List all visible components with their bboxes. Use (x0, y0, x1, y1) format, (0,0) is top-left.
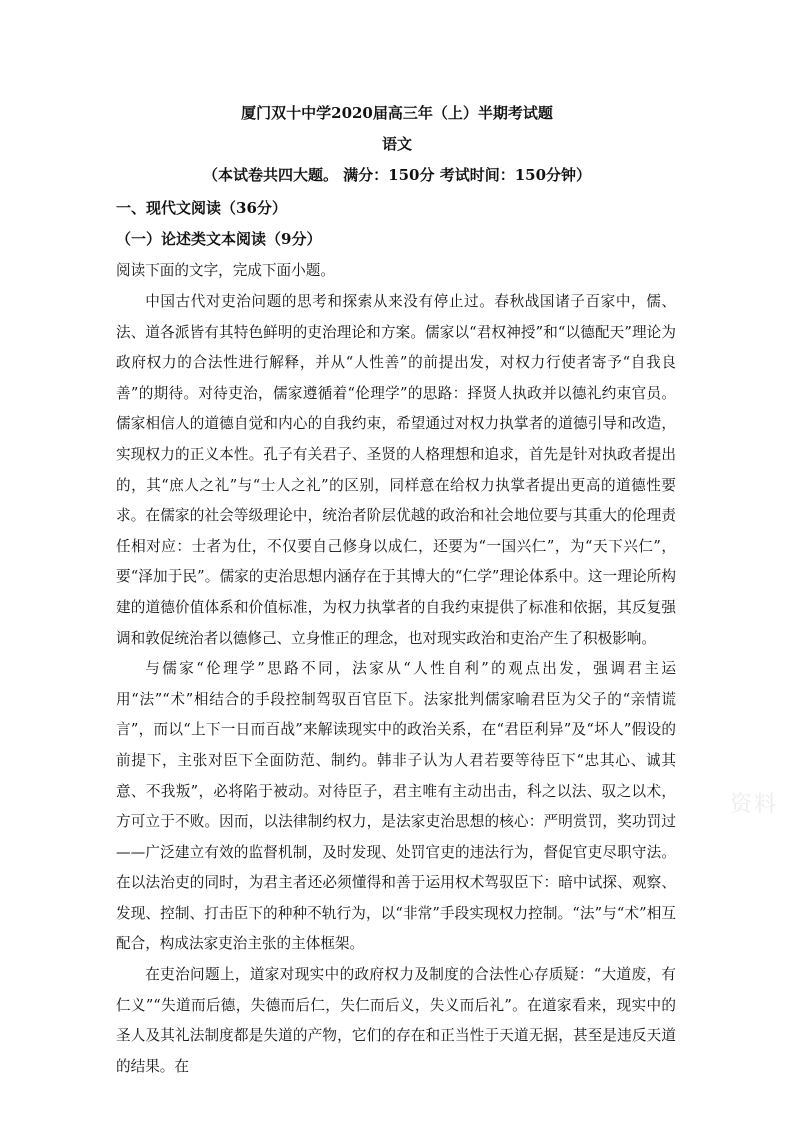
section-heading: 一、现代文阅读（36分） (116, 199, 287, 217)
passage-paragraph-1: 中国古代对吏治问题的思考和探索从来没有停止过。春秋战国诸子百家中，儒、法、道各派皆有其特色鲜明的吏治理论和方案。儒家以“君权神授”和“以德配天”理论为政府权力的合法性进行解释，并从“人性善”的前提出发，对权力行使者寄予“自我良善”的期待。对待吏治，儒家遵循着“伦理学”的思路：择贤人执政并以德礼约束官员。儒家相信人的道德自觉和内心的自我约束，希望通过对权力执掌者的道德引导和改造，实现权力的正义本性。孔子有关君子、圣贤的人格理想和追求，首先是针对执政者提出的，其“庶人之礼”与“士人之礼”的区别，同样意在给权力执掌者提出更高的道德性要求。在儒家的社会等级理论中，统治者阶层优越的政治和社会地位要与其重大的伦理责任相对应：士者为仕，不仅要自己修身以成仁，还要为“一国兴仁”，为“天下兴仁”，要“泽加于民”。儒家的吏治思想内涵存在于其博大的“仁学”理论体系中。这一理论所构建的道德价值体系和价值标准，为权力执掌者的自我约束提供了标准和依据，其反复强调和敦促统治者以德修己、立身惟正的理念，也对现实政治和吏治产生了积极影响。 (116, 293, 676, 647)
reading-passage (116, 287, 676, 1082)
watermark: 资料 (730, 792, 779, 817)
reading-instruction: 阅读下面的文字，完成下面小题。 (116, 262, 335, 279)
subsection-heading: （一）论述类文本阅读（9分） (116, 230, 322, 248)
subject-title: 语文 (381, 135, 412, 153)
exam-info: （本试卷共四大题。 满分：150分 考试时间：150分钟） (202, 166, 592, 184)
exam-title: 厦门双十中学2020届高三年（上）半期考试题 (241, 104, 553, 122)
passage-paragraph-2: 与儒家“伦理学”思路不同，法家从“人性自利”的观点出发，强调君主运用“法”“术”相结合的手段控制驾驭百官臣下。法家批判儒家喻君臣为父子的“亲情谎言”，而以“上下一日而百战”来解读现实中的政治关系，在“君臣利异”及“坏人”假设的前提下，主张对臣下全面防范、制约。韩非子认为人君若要等待臣下“忠其心、诚其意、不我叛”，必将陷于被动。对待臣子，君主唯有主动出击，科之以法、驭之以术，方可立于不败。因而，以法律制约权力，是法家吏治思想的核心：严明赏罚，奖功罚过——广泛建立有效的监督机制，及时发现、处罚官吏的违法行为，督促官吏尽职守法。在以法治吏的同时，为君主者还必须懂得和善于运用权术驾驭臣下：暗中试探、观察、发现、控制、打击臣下的种种不轨行为，以“非常”手段实现权力控制。“法”与“术”相互配合，构成法家吏治主张的主体框架。 (116, 660, 676, 953)
passage-paragraph-3: 在吏治问题上，道家对现实中的政府权力及制度的合法性心存质疑：“大道废，有仁义”“失道而后德，失德而后仁，失仁而后义，失义而后礼”。在道家看来，现实中的圣人及其礼法制度都是失道的产物，它们的存在和正当性于天道无据，甚至是违反天道的结果。在 (116, 966, 676, 1075)
